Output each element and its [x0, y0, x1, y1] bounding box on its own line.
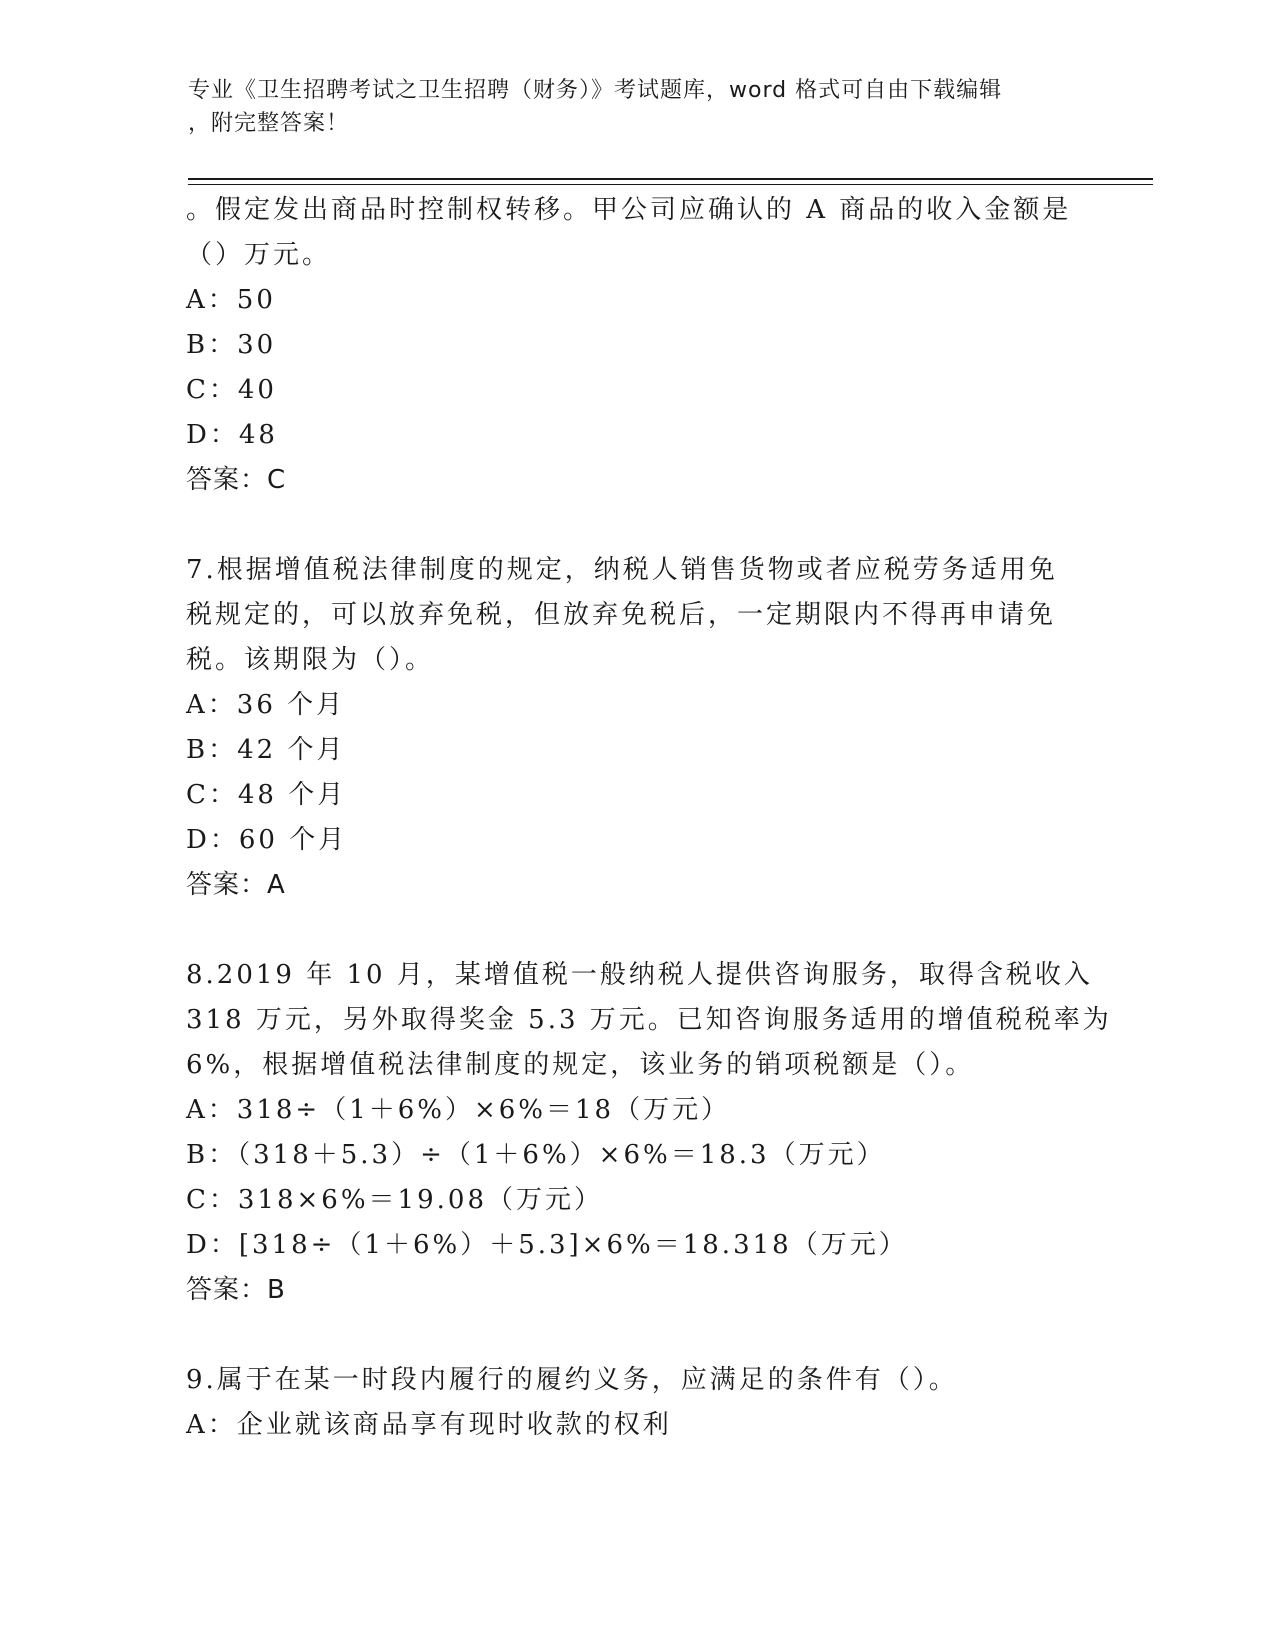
option-d: D：48 — [186, 420, 278, 450]
question-spacer — [186, 503, 1086, 548]
option-d: D：[318÷（1＋6%）＋5.3]×6%＝18.318（万元） — [186, 1230, 908, 1260]
option-c: C：48 个月 — [186, 780, 347, 810]
answer-label: 答案：C — [186, 465, 287, 495]
question-stem-line: 6%，根据增值税法律制度的规定，该业务的销项税额是（）。 — [186, 1050, 975, 1080]
option-a: A：企业就该商品享有现时收款的权利 — [186, 1410, 672, 1440]
option-c: C：318×6%＝19.08（万元） — [186, 1185, 603, 1215]
option-a: A：318÷（1＋6%）×6%＝18（万元） — [186, 1095, 731, 1125]
option-a: A：50 — [186, 285, 276, 315]
question-spacer — [186, 908, 1086, 953]
answer-label: 答案：B — [186, 1275, 286, 1305]
question-stem-line: 8.2019 年 10 月，某增值税一般纳税人提供咨询服务，取得含税收入 — [186, 960, 1093, 990]
question-stem-line: 税规定的，可以放弃免税，但放弃免税后，一定期限内不得再申请免 — [186, 600, 1057, 630]
question-9 — [186, 1358, 1086, 1448]
option-b: B：42 个月 — [186, 735, 346, 765]
option-c: C：40 — [186, 375, 277, 405]
option-a: A：36 个月 — [186, 690, 346, 720]
question-stem-line: 7.根据增值税法律制度的规定，纳税人销售货物或者应税劳务适用免 — [186, 555, 1058, 585]
option-b: B：30 — [186, 330, 277, 360]
question-6 — [186, 188, 1086, 503]
document-header — [188, 74, 1088, 140]
question-stem-line: 318 万元，另外取得奖金 5.3 万元。已知咨询服务适用的增值税税率为 — [186, 1005, 1112, 1035]
option-d: D：60 个月 — [186, 825, 348, 855]
question-stem-line: 9.属于在某一时段内履行的履约义务，应满足的条件有（）。 — [186, 1365, 958, 1395]
question-list — [186, 188, 1112, 1448]
question-spacer — [186, 1313, 1086, 1358]
question-stem-line: 税。该期限为（）。 — [186, 645, 435, 675]
question-8 — [186, 953, 1112, 1313]
header-line-2: ，附完整答案！ — [188, 111, 350, 136]
header-divider-thin — [188, 184, 1153, 185]
question-stem-line: （）万元。 — [186, 240, 332, 270]
option-b: B：（318＋5.3）÷（1＋6%）×6%＝18.3（万元） — [186, 1140, 886, 1170]
answer-label: 答案：A — [186, 870, 286, 900]
question-stem-line: 。假定发出商品时控制权转移。甲公司应确认的 A 商品的收入金额是 — [186, 195, 1072, 225]
question-7 — [186, 548, 1086, 908]
header-line-1: 专业《卫生招聘考试之卫生招聘（财务）》考试题库，word 格式可自由下载编辑 — [188, 78, 1003, 103]
header-divider-thick — [188, 178, 1153, 180]
